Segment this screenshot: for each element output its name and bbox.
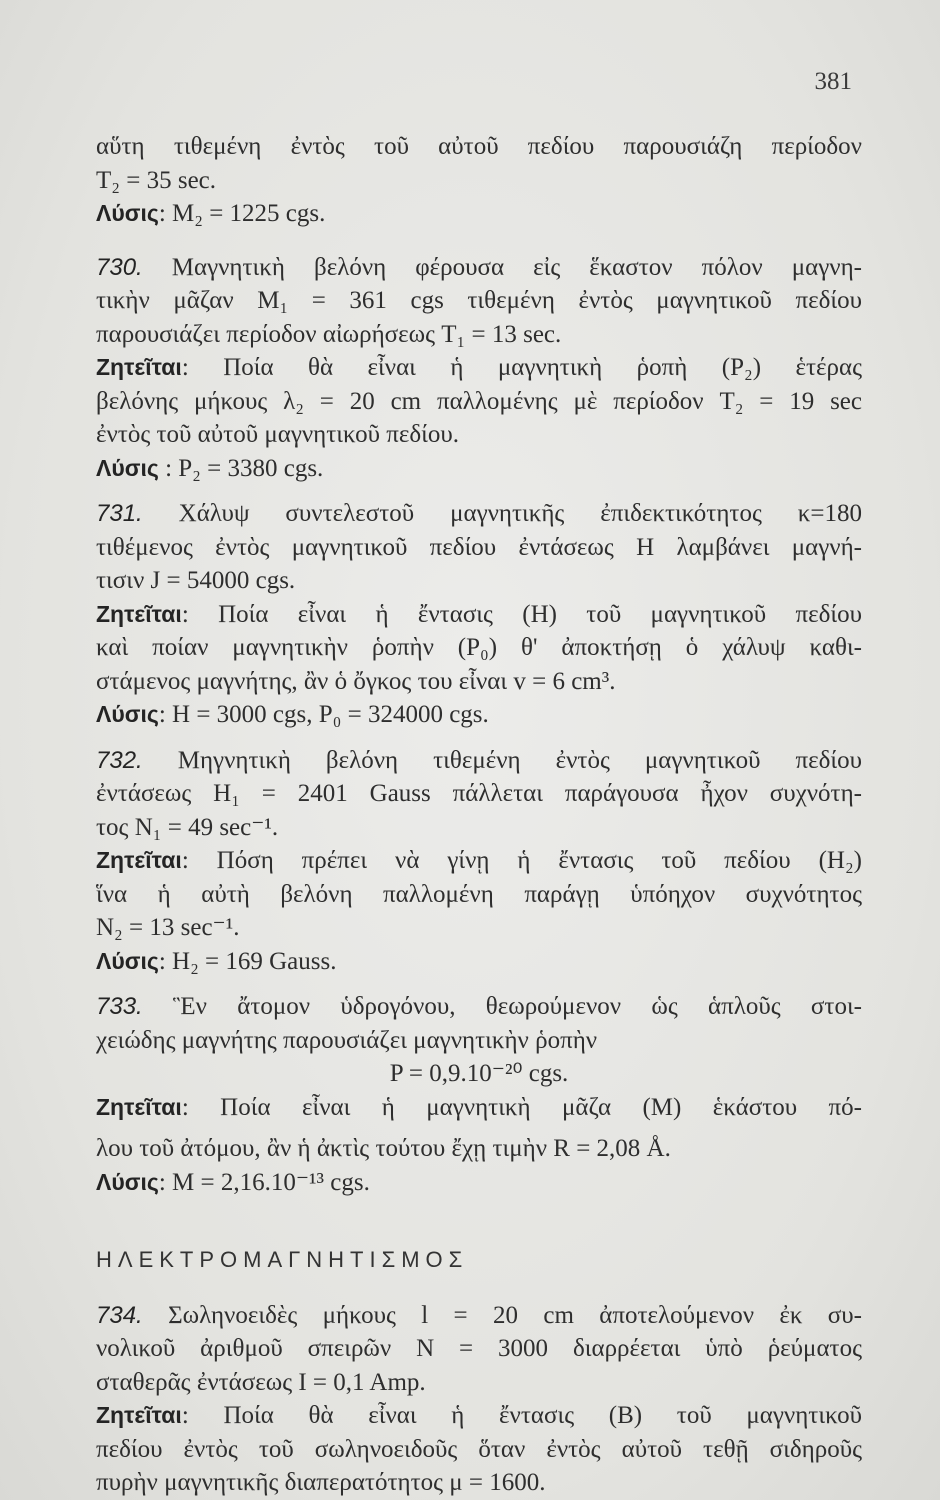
text-segment: Ἓν ἄτομον ὑδρογόνου, θεωρούμενον ὡς ἁπλοῦς στοι- [142,993,862,1020]
intro-paragraph [96,130,862,231]
solution-line [96,452,862,486]
text-segment: : Ποία θὰ εἶναι ἡ ἔντασις (B) τοῦ μαγνητικοῦ [181,1402,862,1429]
problem-number: 731. [96,500,143,527]
requirement-line [96,844,862,878]
solution-label: Λύσις [96,454,159,481]
text-line: ἐντάσεως H₁ = 2401 Gauss πάλλεται παράγουσα ἦχον συχνότη- [96,780,862,807]
problem-733 [96,990,862,1199]
solution-text: : H₂ = 169 Gauss. [158,947,337,975]
solution-text: : H = 3000 cgs, P₀ = 324000 cgs. [158,701,489,728]
text-line: T₂ = 35 sec. [96,166,217,194]
formula-line: P = 0,9.10⁻²⁰ cgs. [389,1060,569,1087]
text-line: ἵνα ἡ αὐτὴ βελόνη παλλομένη παράγῃ ὑπόηχον συχνότητος [96,880,862,908]
requirement-label: Ζητεῖται [96,1402,182,1428]
text-line: καὶ ποίαν μαγνητικὴν ῥοπὴν (P₀) θ' ἀποκτήσῃ ὁ χάλυψ καθι- [96,634,862,661]
requirement-line [96,1399,862,1433]
requirement-line [96,1091,862,1125]
requirement-label: Ζητεῖται [96,847,182,873]
text-line: N₂ = 13 sec⁻¹. [96,914,240,941]
text-line [96,251,862,285]
text-line: τιθέμενος ἐντὸς μαγνητικοῦ πεδίου ἐντάσεως H λαμβάνει μαγνή- [96,533,862,561]
text-segment: : Ποία θὰ εἶναι ἡ μαγνητικὴ ῥοπὴ (P₂) ἑτέρας [181,354,862,381]
requirement-label: Ζητεῖται [96,1093,182,1120]
text-line: χειώδης μαγνήτης παρουσιάζει μαγνητικὴν ῥοπὴν [96,1026,598,1054]
text-line: στάμενος μαγνήτης, ἂν ὁ ὄγκος του εἶναι v = 6 cm³. [96,667,616,695]
text-line [96,990,862,1024]
problem-731 [96,497,862,732]
text-segment: : Πόση πρέπει νὰ γίνῃ ἡ ἔντασις τοῦ πεδίου (H₂) [181,847,862,874]
text-line: τισιν J = 54000 cgs. [96,567,296,594]
solution-text: : M₂ = 1225 cgs. [158,200,326,227]
requirement-line [96,598,862,632]
solution-line [96,1166,862,1200]
solution-text: : M = 2,16.10⁻¹³ cgs. [158,1168,370,1196]
text-segment: Χάλυψ συντελεστοῦ μαγνητικῆς ἐπιδεκτικότητος κ=180 [142,500,862,527]
text-line: αὕτη τιθεμένη ἐντὸς τοῦ αὐτοῦ πεδίου παρουσιάζη περίοδον [96,133,862,160]
text-line: σταθερᾶς ἐντάσεως I = 0,1 Amp. [96,1368,426,1396]
solution-line [96,197,862,231]
text-segment: Σωληνοειδὲς μήκους l = 20 cm ἀποτελούμενον ἐκ συ- [142,1301,862,1329]
text-line: πυρὴν μαγνητικῆς διαπερατότητος μ = 1600. [96,1469,546,1496]
text-segment: Μαγνητικὴ βελόνη φέρουσα εἰς ἕκαστον πόλον μαγνη- [142,253,862,281]
solution-label: Λύσις [96,947,159,974]
text-line [96,1299,862,1333]
text-line: λου τοῦ ἀτόμου, ἂν ἡ ἀκτὶς τούτου ἔχῃ τιμὴν R = 2,08 Å. [96,1135,671,1162]
problem-number: 733. [96,993,143,1020]
problem-734 [96,1299,862,1500]
problem-number: 732. [96,746,143,774]
text-line: τος N₁ = 49 sec⁻¹. [96,813,279,841]
requirement-label: Ζητεῖται [96,354,182,380]
text-segment: : Ποία εἶναι ἡ μαγνητικὴ μᾶζα (M) ἑκάστου πό- [181,1093,862,1121]
solution-line [96,698,862,732]
text-body [96,130,862,1500]
text-line: ἐντὸς τοῦ αὐτοῦ μαγνητικοῦ πεδίου. [96,421,459,448]
page-number: 381 [814,68,852,95]
section-heading: ΗΛΕΚΤΡΟΜΑΓΝΗΤΙΣΜΟΣ [96,1247,469,1272]
text-line [96,744,862,778]
solution-label: Λύσις [96,200,159,226]
solution-text: : P₂ = 3380 cgs. [158,454,324,482]
problem-730 [96,251,862,486]
problem-number: 730. [96,253,143,281]
text-line: τικὴν μᾶζαν M₁ = 361 cgs τιθεμένη ἐντὸς μαγνητικοῦ πεδίου [96,287,862,314]
problem-732 [96,744,862,979]
requirement-line [96,351,862,385]
text-line: παρουσιάζει περίοδον αἰωρήσεως T₁ = 13 sec. [96,320,562,348]
text-line: βελόνης μήκους λ₂ = 20 cm παλλομένης μὲ περίοδον T₂ = 19 sec [96,387,862,415]
requirement-label: Ζητεῖται [96,600,182,627]
text-line: νολικοῦ ἀριθμοῦ σπειρῶν N = 3000 διαρρέεται ὑπὸ ῥεύματος [96,1335,862,1362]
problem-number: 734. [96,1301,143,1329]
text-segment: : Ποία εἶναι ἡ ἔντασις (H) τοῦ μαγνητικοῦ πεδίου [181,600,862,628]
solution-label: Λύσις [96,701,159,727]
text-segment: Μηγνητικὴ βελόνη τιθεμένη ἐντὸς μαγνητικοῦ πεδίου [142,746,862,774]
solution-label: Λύσις [96,1168,159,1195]
text-line: πεδίου ἐντὸς τοῦ σωληνοειδοῦς ὅταν ἐντὸς αὐτοῦ τεθῇ σιδηροῦς [96,1435,862,1463]
text-line [96,497,862,531]
solution-line [96,945,862,979]
